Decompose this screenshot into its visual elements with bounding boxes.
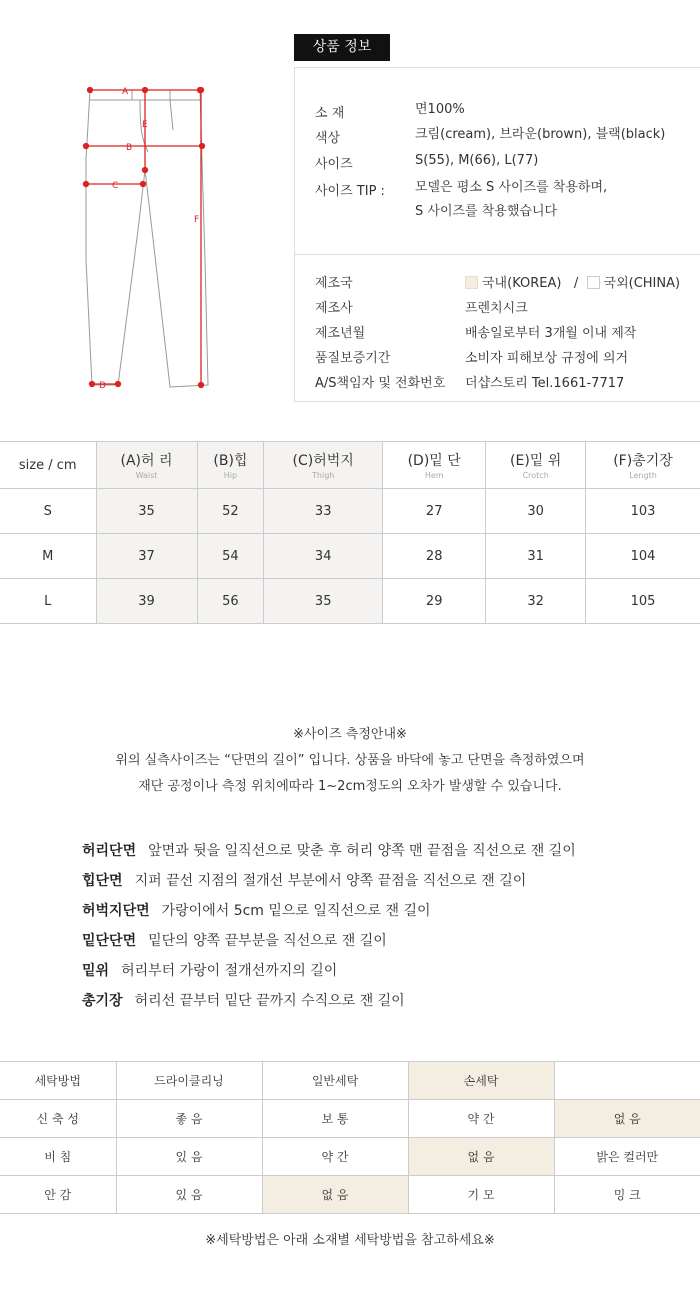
mfg-label: A/S책임자 및 전화번호	[315, 376, 446, 391]
size-cell: 103	[585, 489, 700, 534]
size-cell: 52	[197, 489, 264, 534]
pants-diagram-svg	[70, 80, 220, 400]
mfg-value: 프렌치시크	[465, 301, 528, 316]
size-corner-cell: size / cm	[0, 442, 96, 489]
definition-term: 총기장	[82, 993, 123, 1009]
notice-line: 위의 실측사이즈는 “단면의 길이” 입니다. 상품을 바닥에 놓고 단면을 측정하였으며	[115, 753, 585, 768]
diagram-label-f: F	[194, 215, 200, 225]
size-notice	[0, 722, 700, 800]
spec-value: 모델은 평소 S 사이즈를 착용하며, S 사이즈를 착용했습니다	[415, 180, 608, 219]
care-row-wash-method	[0, 1062, 700, 1100]
mfg-value: 더샵스토리 Tel.1661-7717	[465, 376, 625, 391]
definition-row	[82, 896, 576, 926]
diagram-label-c: C	[112, 181, 119, 191]
size-col-header	[197, 442, 264, 489]
size-cell: 39	[96, 579, 197, 624]
size-cell: 56	[197, 579, 264, 624]
care-cell-selected: 손세탁	[408, 1062, 554, 1100]
col-sub: Hip	[223, 471, 238, 480]
col-sub: Length	[629, 471, 657, 480]
size-cell: 105	[585, 579, 700, 624]
china-checkbox	[587, 276, 600, 289]
mfg-value: 배송일로부터 3개월 이내 제작	[465, 326, 637, 341]
care-cell: 약 간	[408, 1100, 554, 1138]
size-cell: 104	[585, 534, 700, 579]
col-main: (E)밑 위	[510, 453, 562, 469]
care-cell	[554, 1062, 700, 1100]
size-col-header	[486, 442, 586, 489]
korea-label: 국내(KOREA)	[482, 276, 562, 291]
care-row-label: 비 침	[0, 1138, 116, 1176]
spec-label: 사이즈	[315, 157, 353, 172]
spec-label: 소 재	[315, 106, 345, 121]
spec-value: 면100%	[415, 102, 465, 117]
size-cell: 33	[264, 489, 383, 534]
definition-row	[82, 956, 576, 986]
spec-label: 색상	[315, 131, 341, 146]
size-cell: 32	[486, 579, 586, 624]
col-main: (D)밑 단	[407, 453, 461, 469]
mfg-value: 소비자 피해보상 규정에 의거	[465, 351, 629, 366]
care-cell: 있 음	[116, 1176, 262, 1214]
care-cell-selected: 없 음	[554, 1100, 700, 1138]
notice-title: ※사이즈 측정안내※	[293, 727, 407, 742]
definition-row	[82, 926, 576, 956]
care-footnote: ※세탁방법은 아래 소재별 세탁방법을 참고하세요※	[205, 1233, 495, 1248]
care-cell: 밍 크	[554, 1176, 700, 1214]
size-col-header	[383, 442, 486, 489]
size-label: L	[0, 579, 96, 624]
size-cell: 35	[264, 579, 383, 624]
spec-value: S(55), M(66), L(77)	[415, 153, 539, 168]
care-row-label: 세탁방법	[0, 1062, 116, 1100]
definition-desc: 지퍼 끝선 지점의 절개선 부분에서 양쪽 끝점을 직선으로 잰 길이	[134, 873, 527, 889]
size-col-header	[585, 442, 700, 489]
care-cell: 보 통	[262, 1100, 408, 1138]
pants-measurement-diagram	[70, 80, 220, 400]
size-cell: 27	[383, 489, 486, 534]
country-separator: /	[573, 276, 579, 291]
col-sub: Thigh	[312, 471, 335, 480]
diagram-label-b: B	[126, 143, 133, 153]
definition-row	[82, 836, 576, 866]
care-cell: 있 음	[116, 1138, 262, 1176]
col-sub: Waist	[135, 471, 158, 480]
size-col-header	[96, 442, 197, 489]
definition-row	[82, 866, 576, 896]
size-cell: 37	[96, 534, 197, 579]
size-table	[0, 441, 700, 624]
spec-label: 사이즈 TIP :	[315, 184, 385, 199]
size-row-m	[0, 534, 700, 579]
definition-term: 밑위	[82, 963, 110, 979]
size-row-l	[0, 579, 700, 624]
mfg-label: 제조사	[315, 301, 353, 316]
definition-term: 힙단면	[82, 873, 123, 889]
col-main: (C)허벅지	[292, 453, 354, 469]
country-options	[465, 272, 680, 291]
size-label: S	[0, 489, 96, 534]
spec-value: 크림(cream), 브라운(brown), 블랙(black)	[415, 127, 666, 142]
definition-term: 허벅지단면	[82, 903, 150, 919]
mfg-label: 제조년월	[315, 326, 366, 341]
care-cell: 약 간	[262, 1138, 408, 1176]
info-divider	[295, 254, 700, 255]
care-cell-selected: 없 음	[262, 1176, 408, 1214]
col-main: (A)허 리	[120, 453, 173, 469]
size-cell: 35	[96, 489, 197, 534]
definition-term: 허리단면	[82, 843, 137, 859]
col-main: (B)힙	[213, 453, 248, 469]
definition-desc: 가랑이에서 5cm 밑으로 일직선으로 잰 길이	[161, 903, 431, 919]
care-row-sheer	[0, 1138, 700, 1176]
care-cell: 기 모	[408, 1176, 554, 1214]
size-label: M	[0, 534, 96, 579]
size-col-header	[264, 442, 383, 489]
care-row-label: 안 감	[0, 1176, 116, 1214]
size-cell: 28	[383, 534, 486, 579]
care-cell: 드라이클리닝	[116, 1062, 262, 1100]
product-info-box	[294, 67, 700, 402]
mfg-label: 품질보증기간	[315, 351, 391, 366]
definition-desc: 밑단의 양쪽 끝부분을 직선으로 잰 길이	[148, 933, 387, 949]
china-label: 국외(CHINA)	[603, 276, 681, 291]
size-cell: 30	[486, 489, 586, 534]
measurement-definitions	[82, 836, 576, 1016]
col-sub: Crotch	[522, 471, 549, 480]
care-cell: 일반세탁	[262, 1062, 408, 1100]
size-cell: 29	[383, 579, 486, 624]
diagram-label-a: A	[122, 87, 129, 97]
size-cell: 34	[264, 534, 383, 579]
care-cell-selected: 없 음	[408, 1138, 554, 1176]
col-sub: Hem	[424, 471, 444, 480]
care-table	[0, 1061, 700, 1214]
care-row-label: 신 축 성	[0, 1100, 116, 1138]
size-cell: 54	[197, 534, 264, 579]
notice-line: 재단 공정이나 측정 위치에따라 1~2cm정도의 오차가 발생할 수 있습니다.	[138, 779, 562, 794]
care-cell: 좋 음	[116, 1100, 262, 1138]
mfg-label: 제조국	[315, 276, 353, 291]
definition-row	[82, 986, 576, 1016]
definition-desc: 허리선 끝부터 밑단 끝까지 수직으로 잰 길이	[134, 993, 405, 1009]
definition-desc: 허리부터 가랑이 절개선까지의 길이	[121, 963, 338, 979]
definition-term: 밑단단면	[82, 933, 137, 949]
care-row-stretch	[0, 1100, 700, 1138]
col-main: (F)총기장	[613, 453, 673, 469]
size-cell: 31	[486, 534, 586, 579]
definition-desc: 앞면과 뒷을 일직선으로 맞춘 후 허리 양쪽 맨 끝점을 직선으로 잰 길이	[148, 843, 576, 859]
korea-checkbox	[465, 276, 478, 289]
care-cell: 밝은 컬러만	[554, 1138, 700, 1176]
size-table-header	[0, 442, 700, 489]
diagram-label-e: E	[142, 120, 148, 130]
care-row-lining	[0, 1176, 700, 1214]
size-row-s	[0, 489, 700, 534]
diagram-label-d: D	[99, 381, 106, 391]
product-info-tag: 상품 정보	[294, 34, 390, 61]
